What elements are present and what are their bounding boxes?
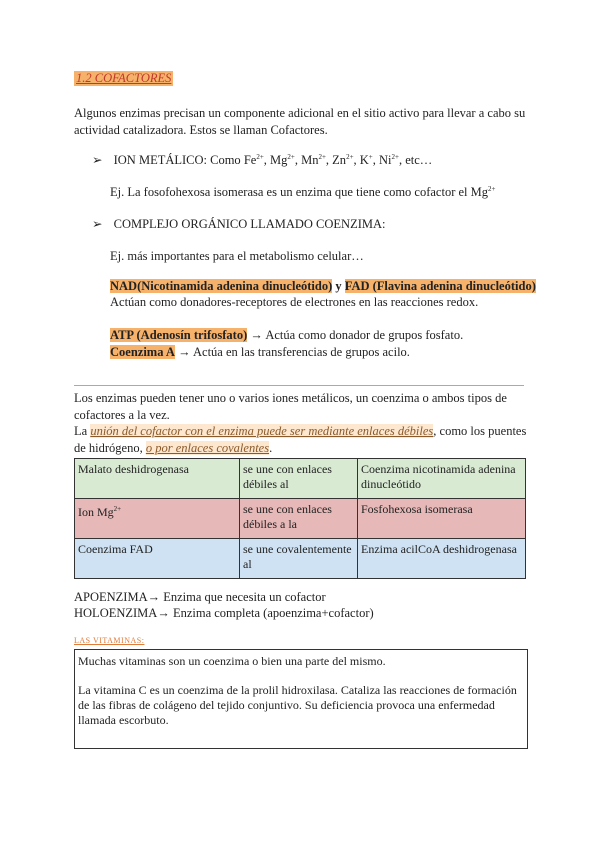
atp-line: ATP (Adenosín trifosfato) → Actúa como donador de grupos fosfato. bbox=[110, 328, 464, 342]
table-cell: Coenzima FAD bbox=[75, 539, 240, 579]
holoenzima-definition: HOLOENZIMA→ Enzima completa (apoenzima+cofactor) bbox=[74, 606, 374, 620]
ion-k: K+, bbox=[359, 152, 376, 167]
vitaminas-line-1: Muchas vitaminas son un coenzima o bien una parte del mismo. bbox=[78, 654, 386, 668]
vitaminas-box bbox=[74, 649, 528, 749]
table-row bbox=[75, 539, 526, 579]
para-enzimas: Los enzimas pueden tener uno o varios iones metálicos, un coenzima o ambos tipos de cofactores a la vez. bbox=[74, 391, 507, 422]
ion-ni: $Ni^{2+}$, bbox=[379, 152, 403, 167]
ion-zn: $Zn^{2+}$, bbox=[332, 152, 357, 167]
bullet-suffix: etc… bbox=[405, 153, 433, 167]
divider bbox=[74, 385, 524, 386]
nad-fad-line: NAD(Nicotinamida adenina dinucleótido) y FAD (Flavina adenina dinucleótido) bbox=[110, 279, 536, 293]
bullet-label: COMPLEJO ORGÁNICO LLAMADO COENZIMA: bbox=[113, 217, 386, 231]
cofactor-table bbox=[74, 458, 526, 579]
table-cell: Fosfohexosa isomerasa bbox=[358, 499, 526, 539]
bullet-coenzima bbox=[92, 216, 385, 232]
intro-paragraph: Algunos enzimas precisan un componente adicional en el sitio activo para llevar a cabo su actividad catalizadora. Estos se llaman Cofactores. bbox=[74, 106, 526, 137]
ion-mn: $Mn^{2+}$, bbox=[301, 152, 330, 167]
atp-label: ATP (Adenosín trifosfato) bbox=[110, 328, 248, 342]
bullet-arrow-icon: ➢ bbox=[92, 217, 103, 231]
table-row bbox=[75, 459, 526, 499]
bullet-arrow-icon: ➢ bbox=[92, 153, 103, 167]
section-heading: 1.2 COFACTORES bbox=[76, 71, 172, 85]
fad-label: FAD (Flavina adenina dinucleótido) bbox=[344, 279, 536, 293]
table-cell: se une con enlaces débiles a la bbox=[240, 499, 358, 539]
highlight-enlaces-covalentes: o por enlaces covalentes bbox=[145, 441, 270, 455]
nad-label: NAD(Nicotinamida adenina dinucleótido) bbox=[110, 279, 333, 293]
apoenzima-definition: APOENZIMA→ Enzima que necesita un cofactor bbox=[74, 590, 326, 604]
vitaminas-line-2: La vitamina C es un coenzima de la prolil hidroxilasa. Cataliza las reacciones de formación de las fibras de colágeno del tejido conjuntivo. Su deficiencia provoca una enfermedad llamada escorbuto. bbox=[78, 683, 517, 727]
table-cell: Enzima acilCoA deshidrogenasa bbox=[358, 539, 526, 579]
ion-fe: $Fe^{2+}$, bbox=[243, 152, 267, 167]
table-cell: Malato deshidrogenasa bbox=[75, 459, 240, 499]
coa-line: Coenzima A → Actúa en las transferencias de grupos acilo. bbox=[110, 345, 410, 359]
bullet-ion-metalico bbox=[92, 152, 432, 168]
nad-fad-description: Actúan como donadores-receptores de electrones en las reacciones redox. bbox=[110, 295, 479, 309]
table-cell: se une covalentemente al bbox=[240, 539, 358, 579]
table-cell: Ion $Mg^{2+}$ bbox=[75, 499, 240, 539]
table-cell: se une con enlaces débiles al bbox=[240, 459, 358, 499]
table-cell: Coenzima nicotinamida adenina dinucleótido bbox=[358, 459, 526, 499]
ion-example: Ej. La fosofohexosa isomerasa es un enzima que tiene como cofactor el $Mg^{2+}$ bbox=[110, 185, 496, 200]
coa-label: Coenzima A bbox=[110, 345, 175, 359]
highlight-enlaces-debiles: unión del cofactor con el enzima puede ser mediante enlaces débiles bbox=[90, 424, 434, 438]
ion-mg: $Mg^{2+}$, bbox=[270, 152, 298, 167]
table-row bbox=[75, 499, 526, 539]
bullet-label: ION METÁLICO: bbox=[113, 153, 207, 167]
coenzima-example: Ej. más importantes para el metabolismo celular… bbox=[110, 249, 364, 263]
vitaminas-heading: LAS VITAMINAS: bbox=[74, 636, 145, 645]
bullet-prefix: Como bbox=[210, 153, 241, 167]
para-union: La unión del cofactor con el enzima puede ser mediante enlaces débiles, como los puentes de hidrógeno, o por enlaces covalentes. bbox=[74, 424, 527, 455]
